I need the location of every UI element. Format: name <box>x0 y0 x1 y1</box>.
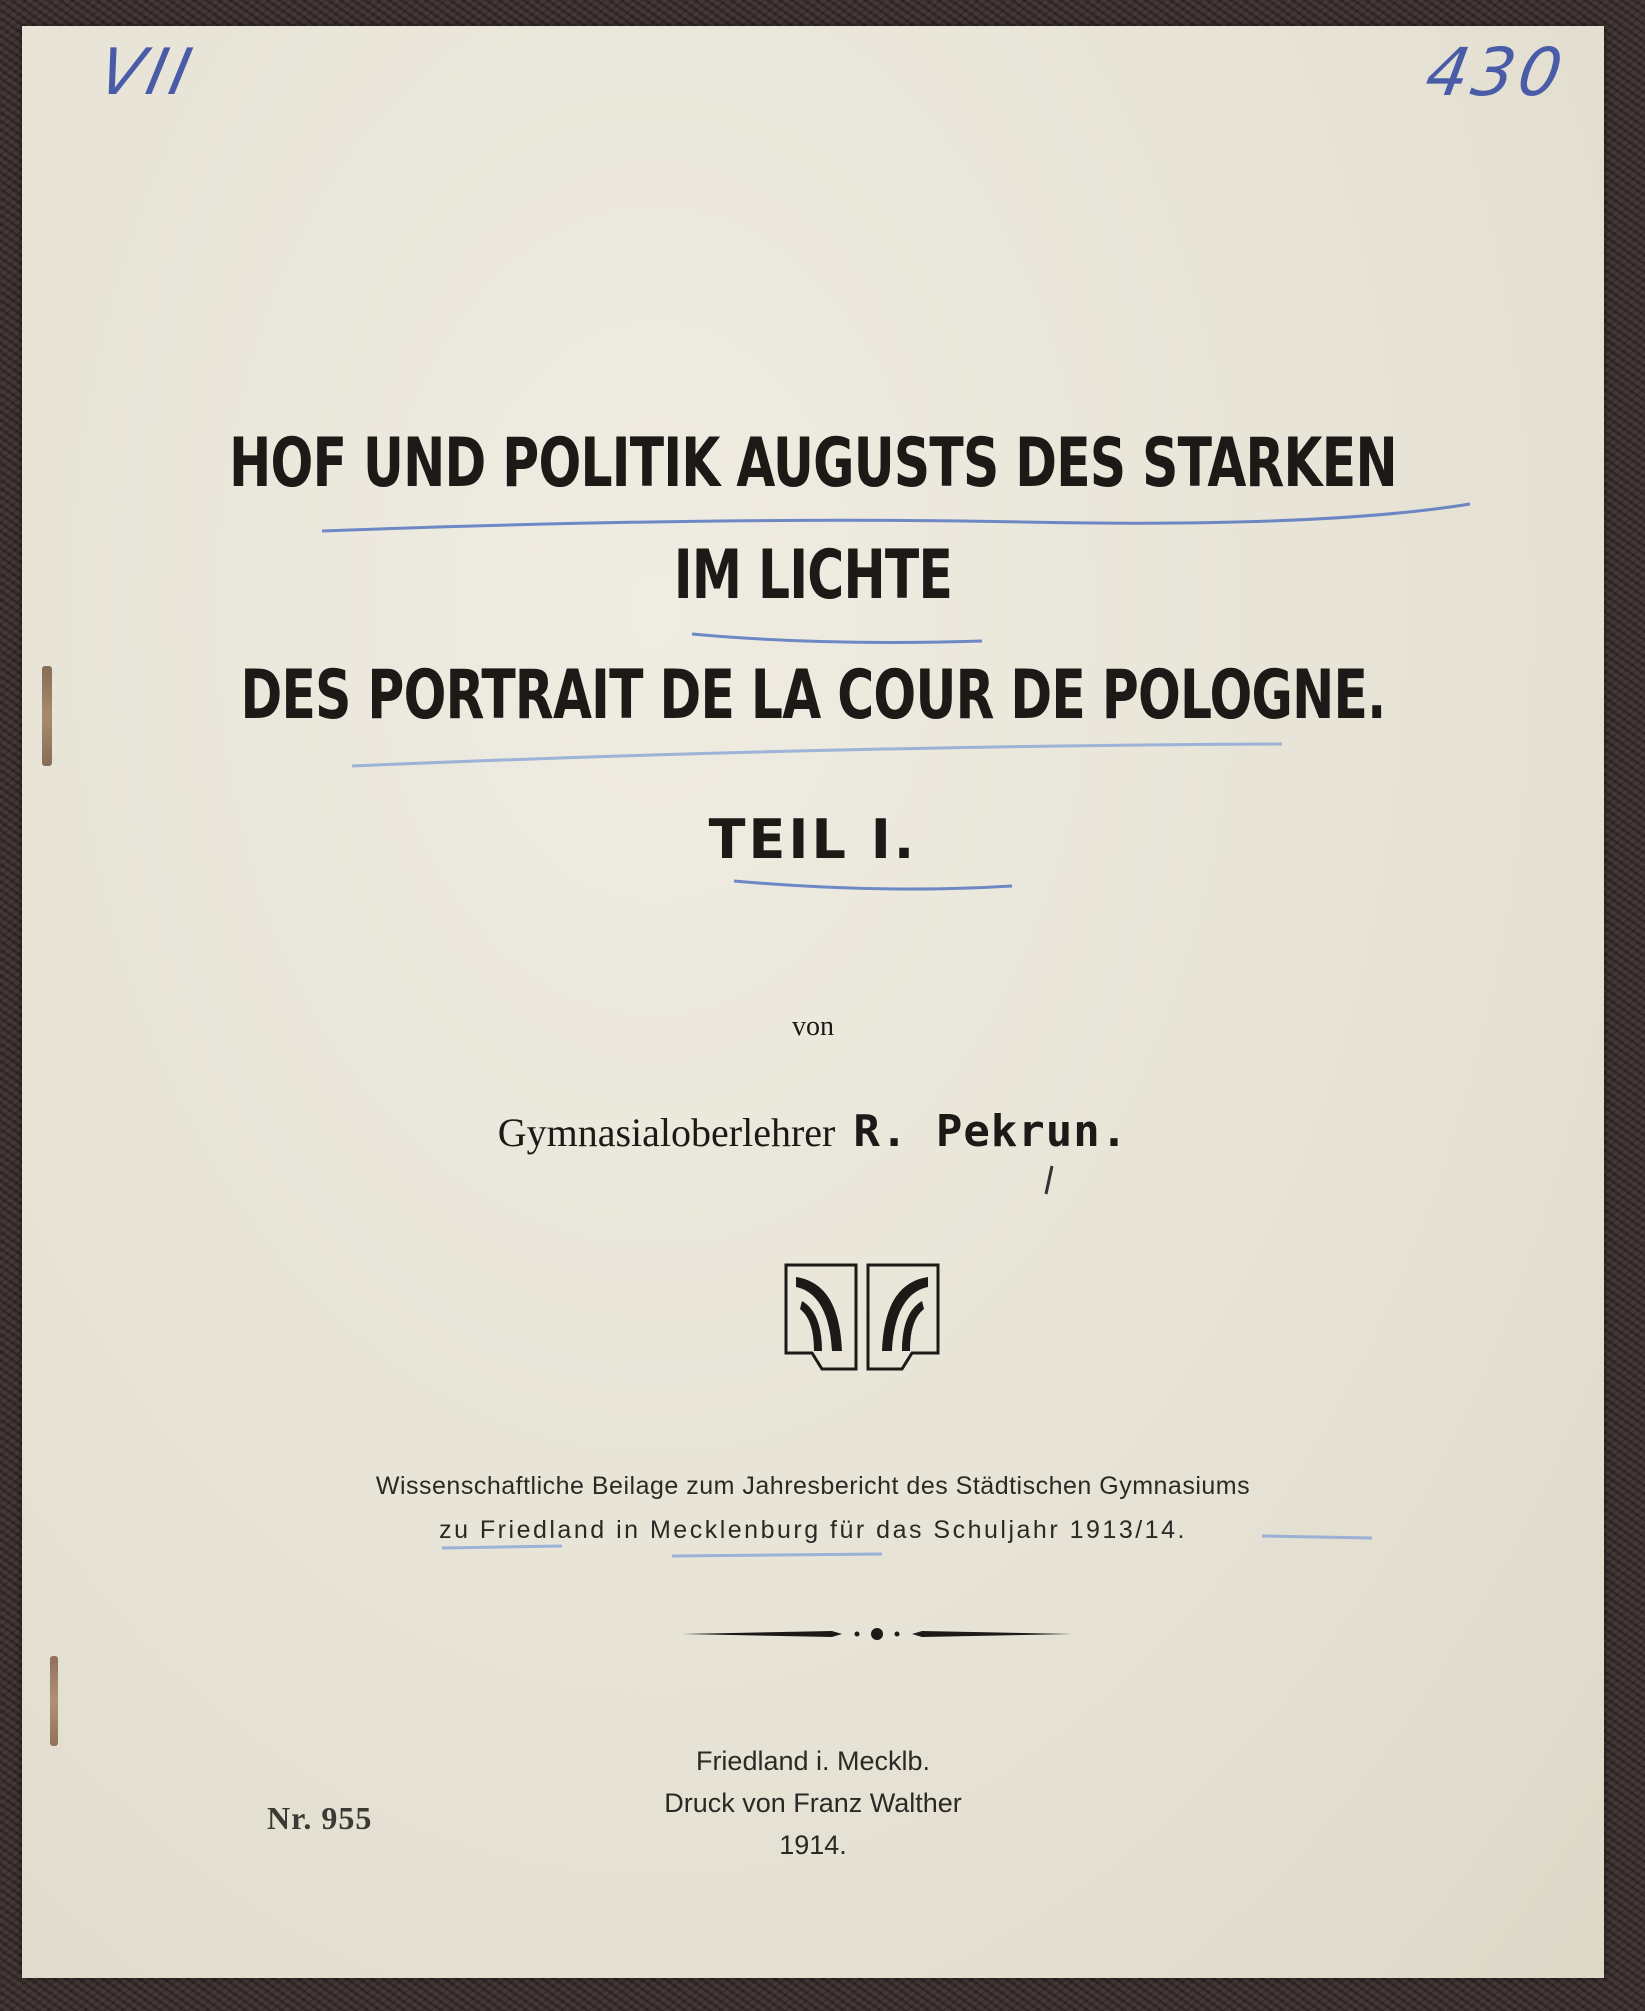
imprint-year: 1914. <box>779 1830 847 1860</box>
author-role: Gymnasialoberlehrer <box>497 1110 836 1155</box>
supplement-line-2: zu Friedland in Mecklenburg für das Schuljahr 1913/14. <box>439 1516 1187 1544</box>
part-number: TEIL I. <box>708 808 918 871</box>
pencil-underlines <box>22 26 1604 1978</box>
author-name: R. Pekrun. <box>853 1106 1129 1157</box>
underline-title-1 <box>322 504 1470 531</box>
imprint-printer: Druck von Franz Walther <box>664 1788 962 1818</box>
title-line-2: IM LICHTE <box>673 536 953 615</box>
underline-title-2 <box>692 634 982 642</box>
document-page <box>22 26 1604 1978</box>
pencil-tick <box>1046 1166 1052 1194</box>
supplement-line-1: Wissenschaftliche Beilage zum Jahresbericht des Städtischen Gymnasiums <box>375 1472 1251 1500</box>
shelf-number-annotation: 430 <box>1420 34 1572 111</box>
title-line-1: HOF UND POLITIK AUGUSTS DES STARKEN <box>229 424 1397 503</box>
roman-numeral-annotation: VII <box>92 36 202 110</box>
underline-teil <box>734 881 1012 889</box>
catalog-number: Nr. 955 <box>267 1800 373 1836</box>
imprint-place: Friedland i. Mecklb. <box>695 1746 931 1776</box>
underline-title-3 <box>352 744 1282 766</box>
by-label: von <box>792 1011 834 1042</box>
decorative-rule <box>682 1624 1072 1644</box>
title-line-3: DES PORTRAIT DE LA COUR DE POLOGNE. <box>240 656 1386 735</box>
publisher-ornament <box>782 1261 942 1381</box>
author-line <box>22 1106 1604 1157</box>
